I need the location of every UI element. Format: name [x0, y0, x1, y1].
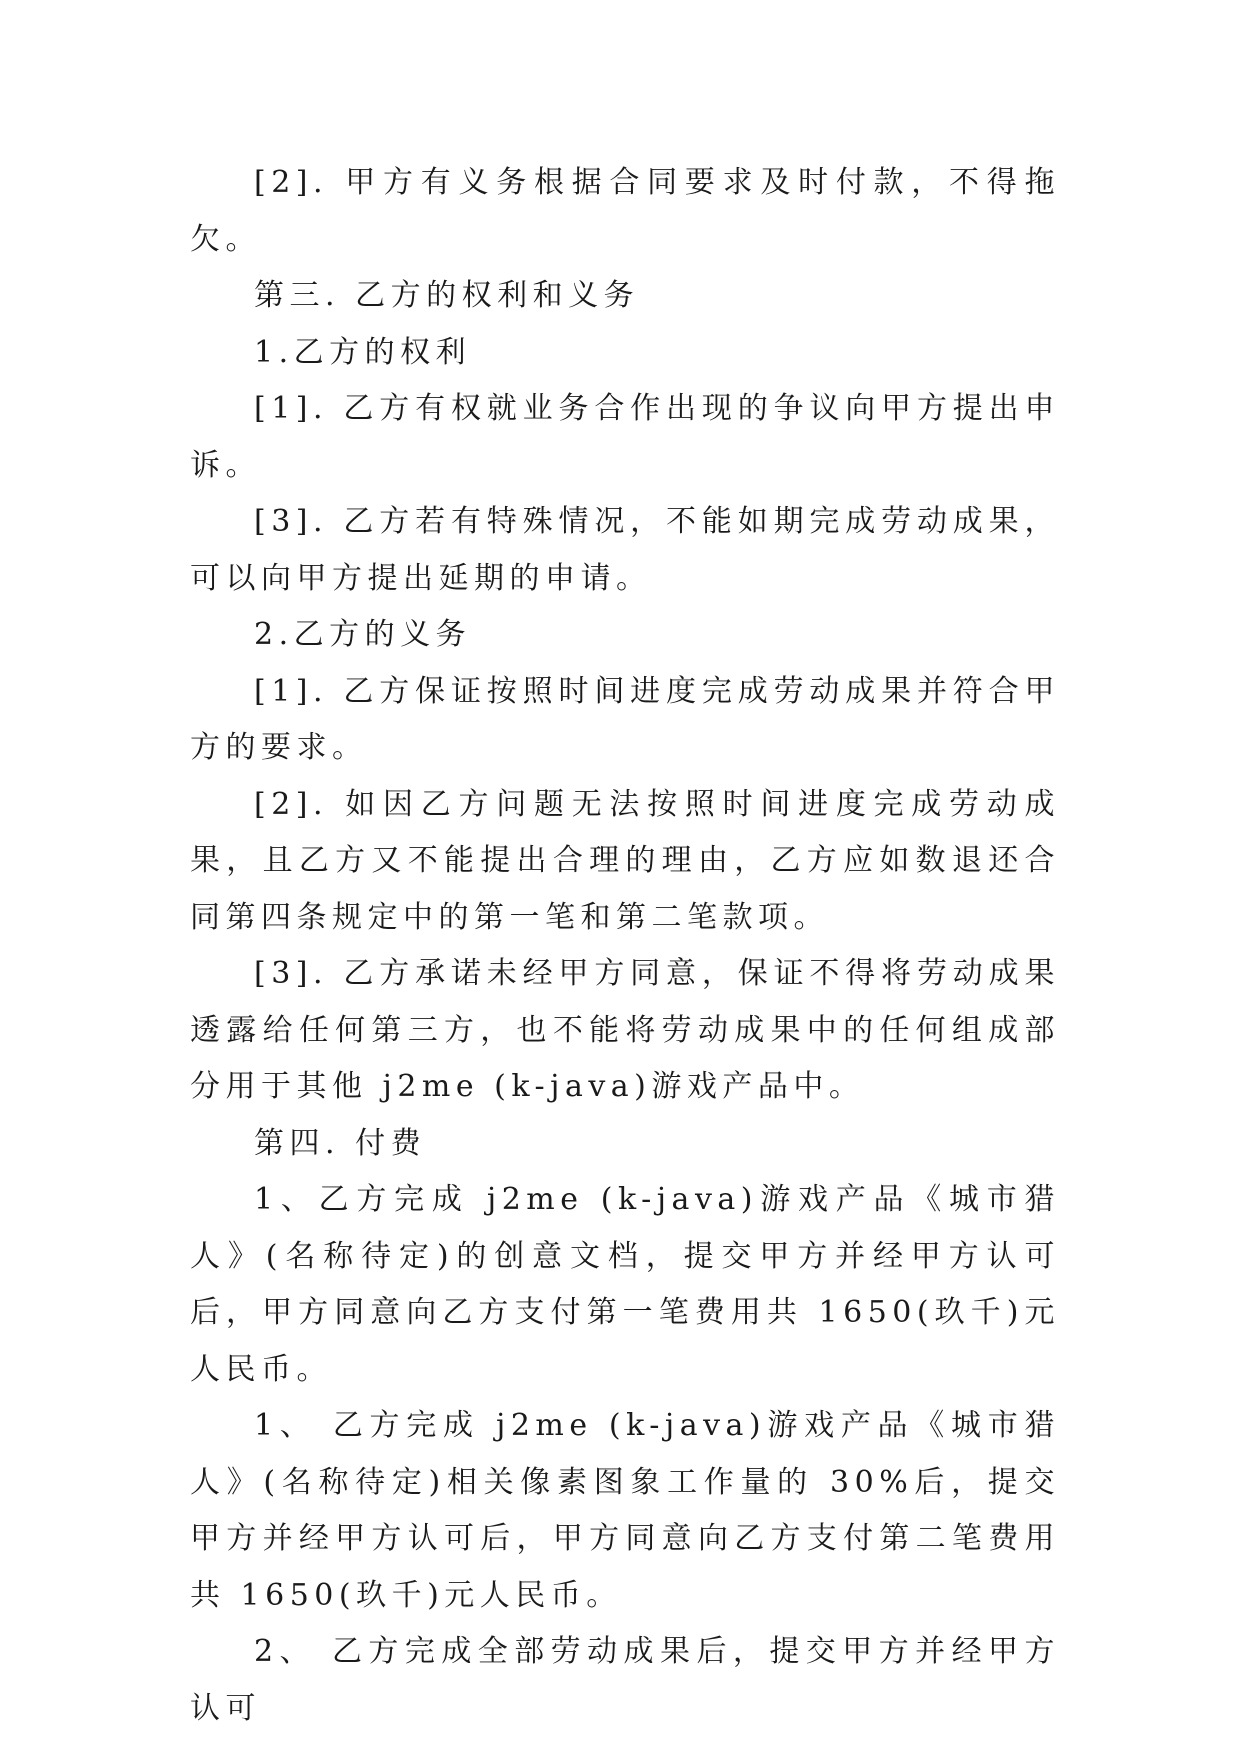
- clause-party-b-right-extension: [3]. 乙方若有特殊情况，不能如期完成劳动成果，可以向甲方提出延期的申请。: [190, 504, 1060, 596]
- clause-party-b-obligation-schedule: [1]. 乙方保证按照时间进度完成劳动成果并符合甲方的要求。: [190, 673, 1060, 765]
- document-body: [190, 155, 1060, 1737]
- clause-party-b-obligation-confidentiality: [3]. 乙方承诺未经甲方同意，保证不得将劳动成果透露给任何第三方，也不能将劳动成果中的任何组成部分用于其他 j2me (k-java)游戏产品中。: [190, 956, 1060, 1104]
- section-three-heading: 第三. 乙方的权利和义务: [254, 278, 640, 313]
- clause-party-b-right-appeal: [1]. 乙方有权就业务合作出现的争议向甲方提出申诉。: [190, 391, 1060, 483]
- clause-payment-first: 1、乙方完成 j2me (k-java)游戏产品《城市猎人》(名称待定)的创意文档，提交甲方并经甲方认可后，甲方同意向乙方支付第一笔费用共 1650(玖千)元人民币。: [190, 1182, 1060, 1387]
- section-four-heading: 第四. 付费: [254, 1125, 427, 1161]
- subsection-party-b-obligations: 2.乙方的义务: [254, 617, 472, 652]
- clause-party-a-payment-obligation: [2]. 甲方有义务根据合同要求及时付款，不得拖欠。: [190, 165, 1060, 257]
- clause-payment-final: 2、 乙方完成全部劳动成果后，提交甲方并经甲方认可: [190, 1634, 1060, 1726]
- clause-party-b-obligation-refund: [2]. 如因乙方问题无法按照时间进度完成劳动成果，且乙方又不能提出合理的理由，乙方应如数退还合同第四条规定中的第一笔和第二笔款项。: [190, 786, 1060, 935]
- clause-payment-second: 1、 乙方完成 j2me (k-java)游戏产品《城市猎人》(名称待定)相关像素图象工作量的 30%后，提交甲方并经甲方认可后，甲方同意向乙方支付第二笔费用共 1650(玖千)元人民币。: [190, 1408, 1060, 1613]
- subsection-party-b-rights: 1.乙方的权利: [254, 334, 472, 370]
